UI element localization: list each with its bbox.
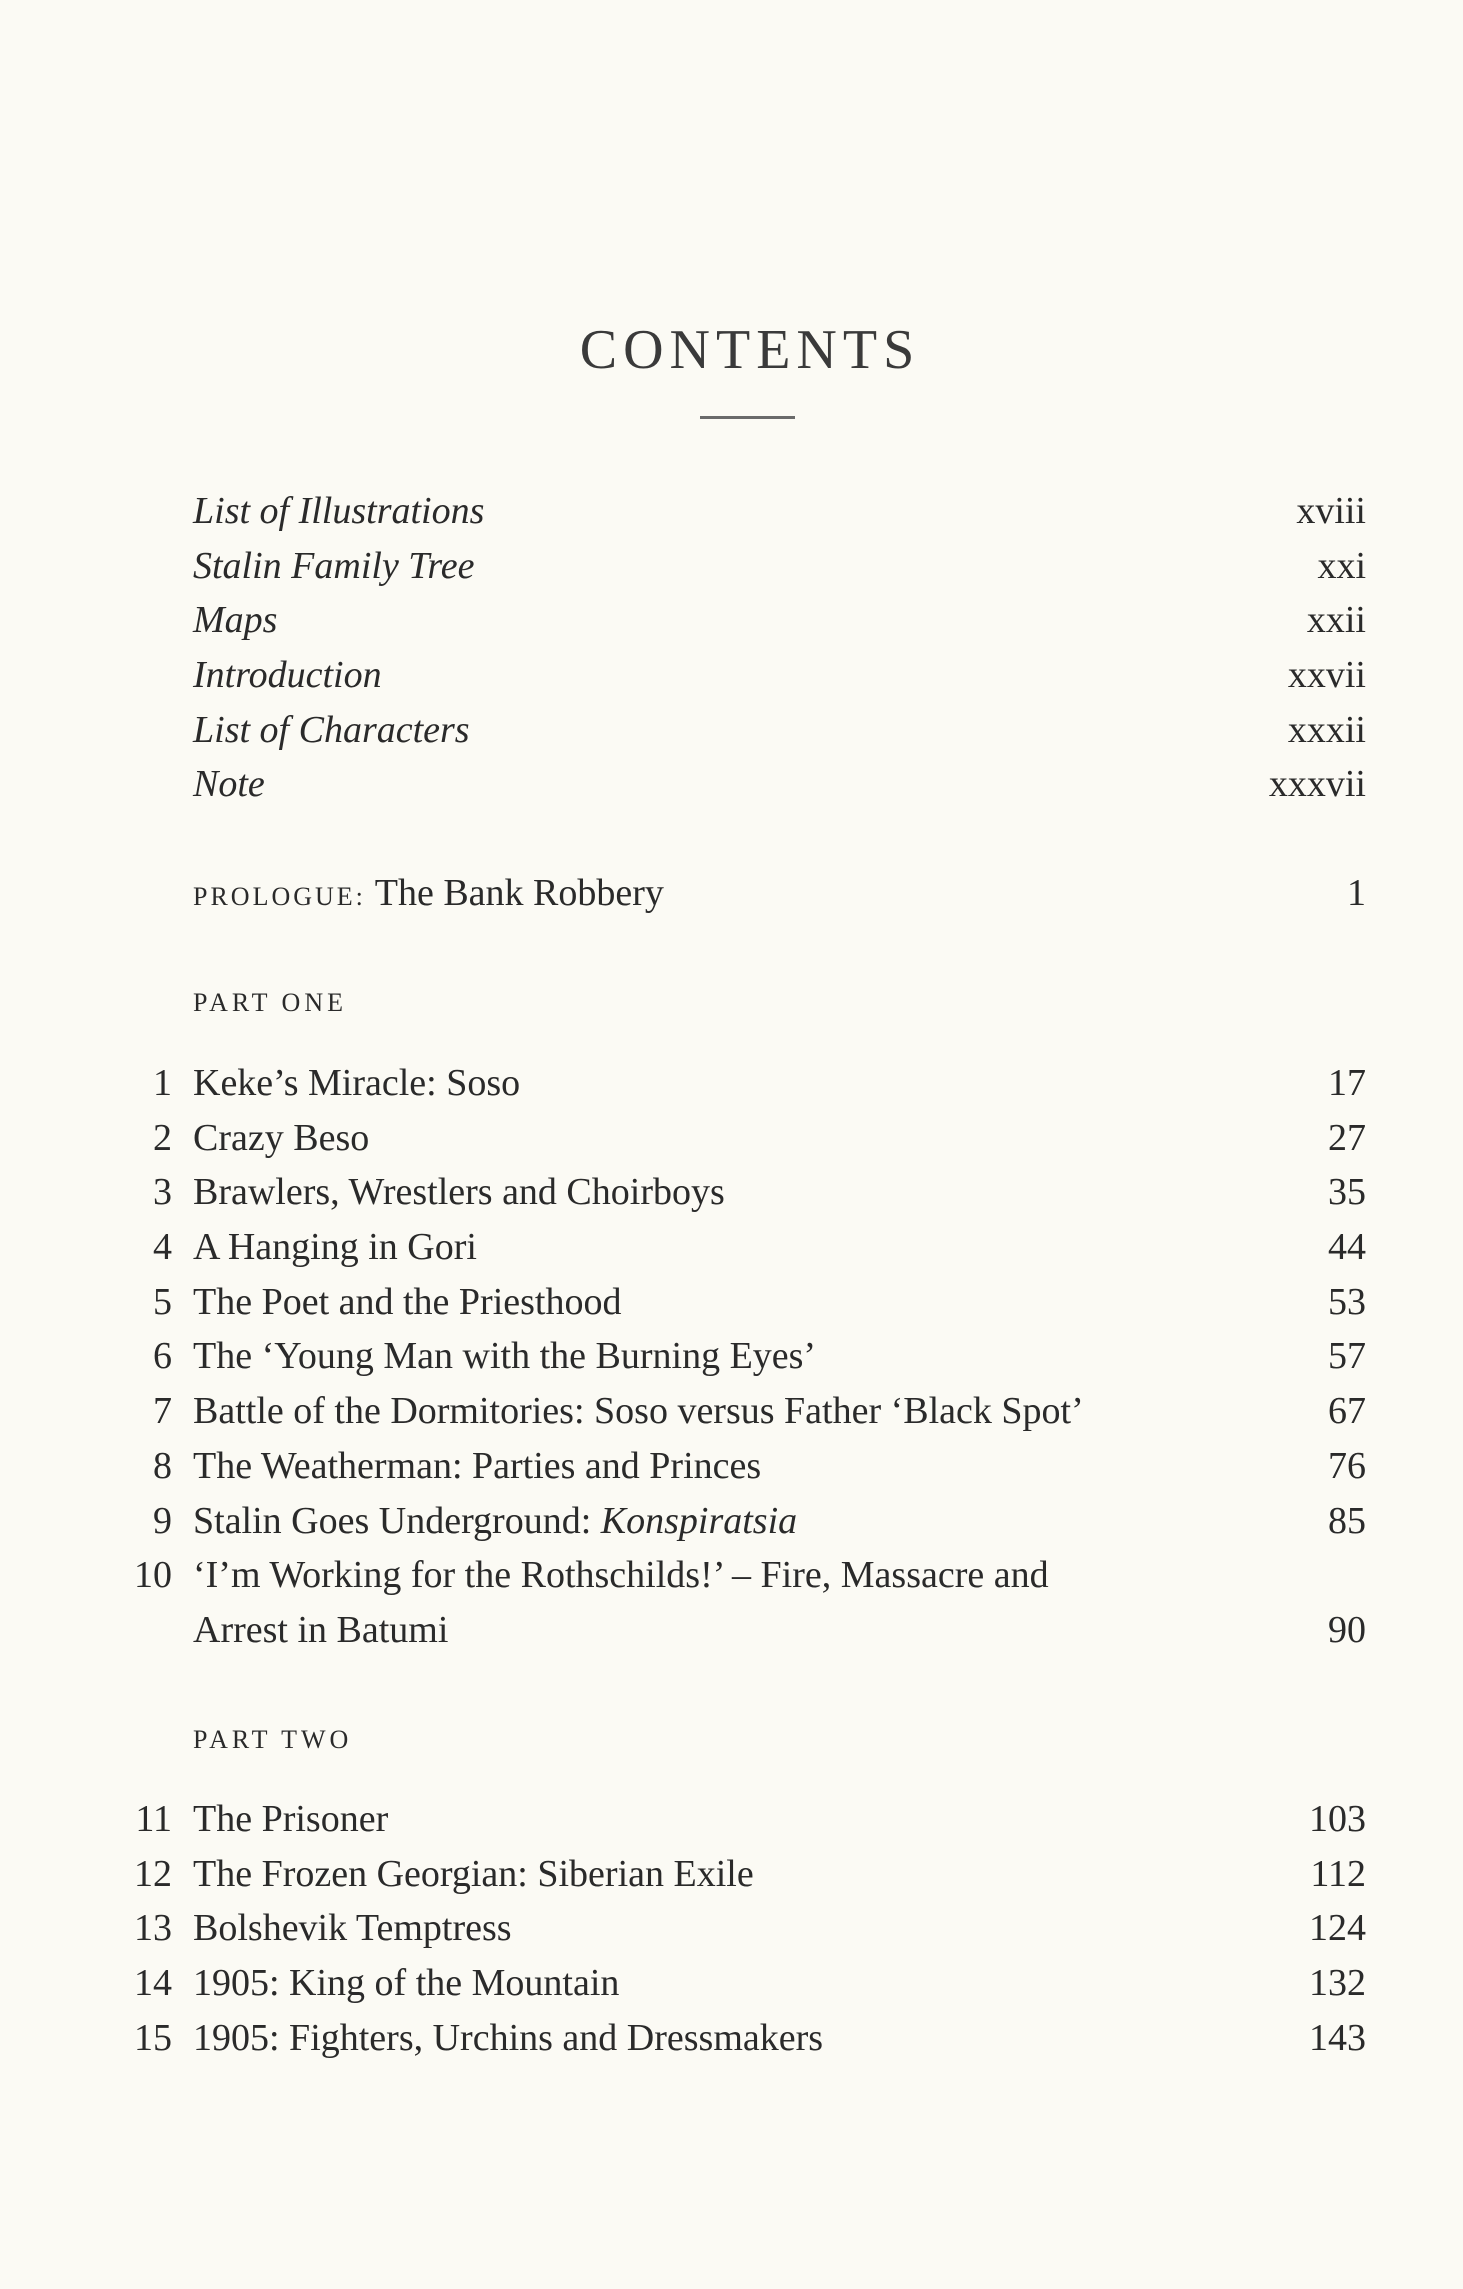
part-one-chapters [90,1056,1366,1658]
entry-label: Note [193,763,265,806]
toc-entry[interactable] [90,648,1366,703]
entry-label: Bolshevik Temptress [193,1907,512,1950]
entry-page: xviii [1296,490,1366,532]
part-two-chapters [90,1792,1366,2065]
title-rule [700,416,795,419]
entry-page: 27 [1328,1116,1366,1159]
entry-label: 1905: King of the Mountain [193,1962,620,2005]
entry-page: 76 [1328,1444,1366,1487]
chapter-number: 7 [153,1390,172,1433]
chapter-entry[interactable] [90,1220,1366,1275]
chapter-entry[interactable] [90,1901,1366,1956]
chapter-number: 1 [153,1062,172,1104]
chapter-entry[interactable] [90,1494,1366,1549]
entry-page: 53 [1328,1280,1366,1323]
part-heading: PART ONE [193,988,347,1017]
chapter-entry[interactable] [90,1847,1366,1902]
entry-label-italic: Konspiratsia [600,1499,798,1542]
chapter-number: 3 [153,1171,172,1214]
entry-page: 35 [1328,1171,1366,1214]
entry-page: xxxii [1287,708,1366,751]
entry-page: 112 [1310,1852,1366,1895]
part-heading: PART TWO [193,1725,353,1754]
entry-page: xxvii [1287,654,1366,697]
chapter-entry[interactable] [90,1111,1366,1166]
entry-label: Keke’s Miracle: Soso [193,1062,521,1104]
entry-page: 103 [1309,1798,1366,1840]
toc-entry[interactable] [90,484,1366,539]
entry-page: xxi [1317,544,1366,587]
entry-label: Introduction [193,654,382,697]
entry-label: A Hanging in Gori [193,1226,477,1269]
entry-label: The ‘Young Man with the Burning Eyes’ [193,1335,817,1378]
entry-label: List of Illustrations [193,490,485,532]
toc-entry[interactable] [90,593,1366,648]
chapter-number: 6 [153,1335,172,1378]
chapter-entry[interactable] [90,1439,1366,1494]
entry-label: The Prisoner [193,1798,389,1840]
chapter-entry[interactable] [90,1165,1366,1220]
entry-page: 44 [1328,1226,1366,1269]
chapter-entry[interactable] [90,2011,1366,2066]
toc-entry[interactable] [90,703,1366,758]
entry-label: Brawlers, Wrestlers and Choirboys [193,1171,725,1214]
entry-label: The Weatherman: Parties and Princes [193,1444,762,1487]
chapter-number: 5 [153,1280,172,1323]
chapter-number: 10 [134,1554,172,1597]
entry-page: 124 [1309,1907,1366,1950]
prologue-prefix: PROLOGUE: [193,882,366,911]
entry-label: 1905: Fighters, Urchins and Dressmakers [193,2016,824,2059]
entry-page: 85 [1328,1499,1366,1542]
chapter-entry[interactable] [90,1056,1366,1111]
chapter-number: 15 [134,2016,172,2059]
chapter-number: 14 [134,1962,172,2005]
entry-label: Crazy Beso [193,1116,370,1159]
entry-label: Stalin Family Tree [193,544,475,587]
entry-page: 132 [1309,1962,1366,2005]
entry-label: ‘I’m Working for the Rothschilds!’ – Fire, Massacre and [193,1554,1049,1597]
chapter-entry[interactable] [90,1329,1366,1384]
entry-page: xxii [1306,599,1366,642]
entry-label: Stalin Goes Underground: [193,1499,601,1542]
entry-label: The Poet and the Priesthood [193,1280,622,1323]
chapter-number: 12 [134,1852,172,1895]
entry-page: 57 [1328,1335,1366,1378]
entry-page: 90 [1328,1608,1366,1651]
chapter-entry[interactable] [90,1384,1366,1439]
entry-label: The Frozen Georgian: Siberian Exile [193,1852,754,1895]
prologue [90,866,1366,921]
entry-page: 1 [1347,872,1366,914]
chapter-entry-continued[interactable] [90,1603,1366,1658]
entry-page: 67 [1328,1390,1366,1433]
toc-entry[interactable] [90,757,1366,812]
entry-label: The Bank Robbery [374,872,664,914]
page-title: CONTENTS [579,319,921,381]
chapter-number: 4 [153,1226,172,1269]
chapter-entry[interactable] [90,1275,1366,1330]
entry-page: 17 [1328,1062,1366,1104]
entry-label: Maps [193,599,278,642]
chapter-number: 13 [134,1907,172,1950]
entry-page: xxxvii [1268,763,1366,806]
front-matter-list [90,484,1366,812]
entry-label: List of Characters [193,708,470,751]
entry-label: Battle of the Dormitories: Soso versus Father ‘Black Spot’ [193,1390,1084,1433]
entry-page: 143 [1309,2016,1366,2059]
chapter-number: 11 [135,1798,172,1840]
chapter-number: 2 [153,1116,172,1159]
toc-entry[interactable] [90,539,1366,594]
chapter-entry[interactable] [90,1548,1366,1603]
toc-entry-prologue[interactable] [90,866,1366,921]
entry-label-continued: Arrest in Batumi [193,1608,449,1651]
chapter-entry[interactable] [90,1792,1366,1847]
chapter-entry[interactable] [90,1956,1366,2011]
chapter-number: 8 [153,1444,172,1487]
chapter-number: 9 [153,1499,172,1542]
